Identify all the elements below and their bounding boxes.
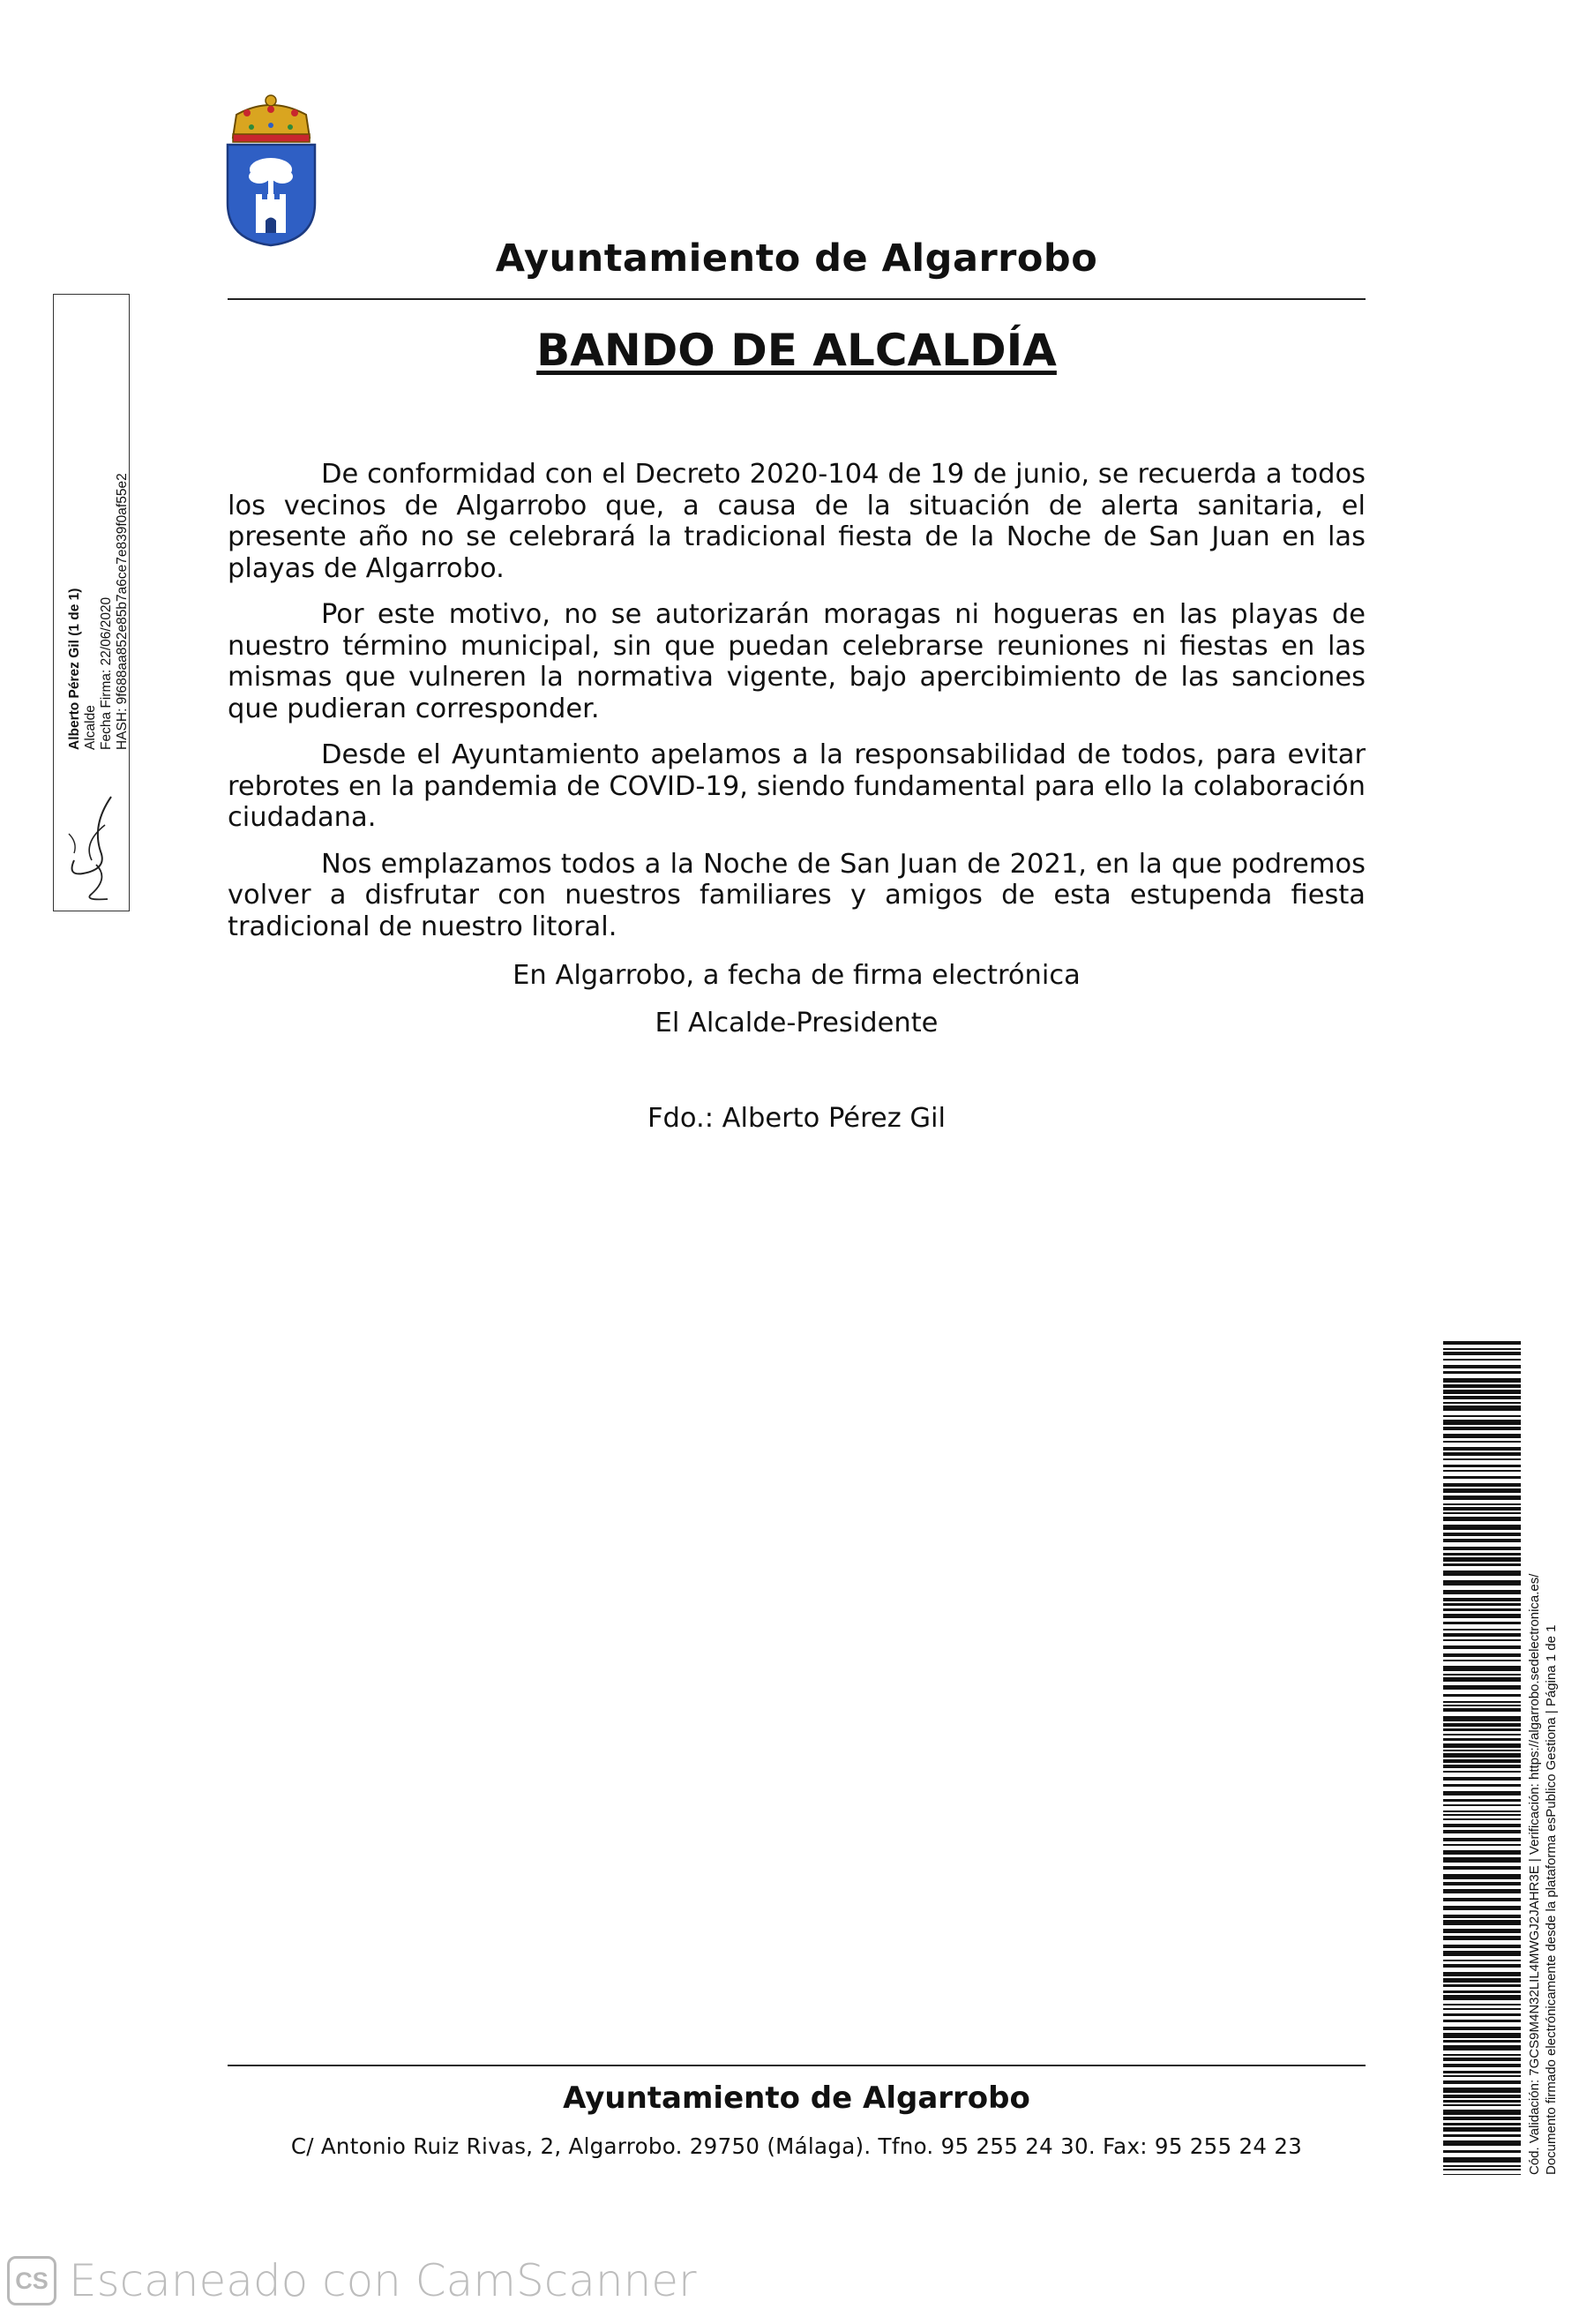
barcode-bar (1443, 1734, 1521, 1736)
barcode-bar (1443, 1525, 1521, 1530)
barcode-bar (1443, 1791, 1521, 1795)
barcode-bar (1443, 1553, 1521, 1556)
barcode-bar (1443, 1390, 1521, 1394)
barcode-bar (1443, 2140, 1521, 2146)
barcode-bar (1443, 1365, 1521, 1368)
barcode-bar (1443, 2088, 1521, 2093)
barcode-bar (1443, 1799, 1521, 1802)
barcode-bar (1443, 1818, 1521, 1820)
barcode-bar (1443, 2117, 1521, 2120)
header-divider (228, 298, 1366, 300)
barcode-bar (1443, 1978, 1521, 1983)
barcode-bar (1443, 1708, 1521, 1712)
barcode-bar (1443, 1517, 1521, 1521)
barcode-bar (1443, 1694, 1521, 1697)
barcode-bar (1443, 1874, 1521, 1879)
barcode-bar (1443, 1898, 1521, 1901)
validation-text (1526, 1381, 1560, 2175)
validation-code: Cód. Validación: 7GCS9M4N32LIL4MWGJ2JAHR3E | Verificación: https://algarrobo.sedelectronica.es/ (1527, 1573, 1542, 2175)
barcode-bar (1443, 1920, 1521, 1925)
crown-icon (233, 95, 310, 142)
barcode-bar (1443, 2174, 1521, 2175)
barcode-bar (1443, 1990, 1521, 1993)
barcode-bar (1443, 1476, 1521, 1479)
barcode-bar (1443, 2134, 1521, 2137)
barcode-bar (1443, 2004, 1521, 2005)
barcode-bar (1443, 1960, 1521, 1961)
barcode-bar (1443, 2020, 1521, 2022)
barcode-bar (1443, 1964, 1521, 1968)
barcode-bar (1443, 1889, 1521, 1893)
barcode-bar (1443, 1759, 1521, 1763)
barcode-bar (1443, 2075, 1521, 2077)
paragraph: De conformidad con el Decreto 2020-104 de 19 de junio, se recuerda a todos los vecinos de Algarrobo que, a causa de la situación de alerta sanitaria, el presente año no se celebrará la tradicional fiesta de la Noche de San Juan en las playas de Algarrobo. (228, 459, 1366, 584)
barcode-bar (1443, 1743, 1521, 1748)
barcode-bar (1443, 1995, 1521, 2000)
handwritten-signature-icon (56, 790, 127, 904)
barcode-bar (1443, 1622, 1521, 1624)
barcode-bar (1443, 1352, 1521, 1355)
barcode-bar (1443, 1503, 1521, 1505)
barcode-bar (1443, 1447, 1521, 1451)
barcode-bar (1443, 1753, 1521, 1758)
barcode-bar (1443, 2013, 1521, 2016)
footer-address: C/ Antonio Ruiz Rivas, 2, Algarrobo. 29750 (Málaga). Tfno. 95 255 24 30. Fax: 95 255 24 23 (290, 2133, 1303, 2159)
barcode-bar (1443, 1571, 1521, 1576)
barcode-bar (1443, 1701, 1521, 1703)
barcode-bar (1443, 2165, 1521, 2167)
barcode-bar (1443, 2123, 1521, 2125)
barcode-bar (1443, 1666, 1521, 1671)
barcode-bar (1443, 1533, 1521, 1536)
watermark-text: Escaneado con CamScanner (69, 2255, 697, 2306)
barcode-bar (1443, 1804, 1521, 1806)
barcode-bar (1443, 1653, 1521, 1657)
barcode-bar (1443, 1608, 1521, 1611)
barcode-bar (1443, 1614, 1521, 1618)
barcode-bar (1443, 1777, 1521, 1780)
barcode-bar (1443, 2100, 1521, 2103)
barcode-bar (1443, 1507, 1521, 1511)
paragraph: Por este motivo, no se autorizarán moragas ni hogueras en las playas de nuestro término municipal, sin que puedan celebrarse reuniones ni fiestas en las mismas que vulneren la normativa vigente, bajo apercibimiento de las sanciones que pudieran corresponder. (228, 599, 1366, 724)
barcode-bar (1443, 1844, 1521, 1846)
barcode-bar (1443, 2095, 1521, 2098)
barcode-bar (1443, 1371, 1521, 1374)
barcode-bar (1443, 1728, 1521, 1731)
barcode-bar (1443, 1359, 1521, 1361)
barcode-bar (1443, 1810, 1521, 1812)
barcode-bar (1443, 1646, 1521, 1649)
barcode-bar (1443, 2157, 1521, 2163)
barcode-bar (1443, 1660, 1521, 1661)
barcode-bar (1443, 2127, 1521, 2132)
barcode-bar (1443, 1434, 1521, 1438)
barcode-bar (1443, 1348, 1521, 1350)
closing-role: El Alcalde-Presidente (655, 1008, 939, 1038)
barcode-bar (1443, 1547, 1521, 1550)
barcode-bar (1443, 1452, 1521, 1456)
barcode-bar (1443, 1441, 1521, 1443)
paragraph: Desde el Ayuntamiento apelamos a la responsabilidad de todos, para evitar rebrotes en la pandemia de COVID-19, siendo fundamental para ello la colaboración ciudadana. (228, 739, 1366, 833)
signature-stamp-text (67, 221, 131, 750)
barcode-bar (1443, 1929, 1521, 1933)
barcode-bar (1443, 1590, 1521, 1594)
coat-of-arms-logo (221, 88, 322, 247)
barcode-bar (1443, 1557, 1521, 1562)
barcode-bar (1443, 1771, 1521, 1773)
barcode-bar (1443, 1563, 1521, 1566)
barcode-bar (1443, 1512, 1521, 1514)
barcode-bar (1443, 2071, 1521, 2073)
barcode-bar (1443, 1838, 1521, 1841)
barcode-bar (1443, 1677, 1521, 1682)
barcode-bar (1443, 1951, 1521, 1956)
signer-name: Alberto Pérez Gil (1 de 1) (67, 588, 82, 750)
barcode-bar (1443, 1750, 1521, 1751)
barcode-bar (1443, 2045, 1521, 2050)
barcode-bar (1443, 2027, 1521, 2030)
camscanner-watermark (7, 2252, 697, 2310)
barcode-bar (1443, 1598, 1521, 1601)
barcode-bar (1443, 1488, 1521, 1493)
barcode-bar (1443, 2150, 1521, 2153)
barcode-bar (1443, 1458, 1521, 1460)
barcode-bar (1443, 1814, 1521, 1816)
barcode-bar (1443, 1738, 1521, 1741)
barcode-bar (1443, 1629, 1521, 1631)
barcode-bar (1443, 1850, 1521, 1855)
footer-divider (228, 2065, 1366, 2066)
barcode-bar (1443, 1685, 1521, 1690)
document-title: BANDO DE ALCALDÍA (536, 325, 1057, 376)
closing-place-date: En Algarrobo, a fecha de firma electrónica (513, 960, 1081, 991)
barcode-bar (1443, 1402, 1521, 1404)
validation-barcode (1443, 1341, 1521, 2175)
barcode-bar (1443, 1633, 1521, 1637)
barcode-bar (1443, 1603, 1521, 1606)
barcode-bar (1443, 1716, 1521, 1721)
signature-hash: HASH: 9f688aa852e85b7a6ce7e839f0af55e2 (115, 473, 130, 750)
barcode-bar (1443, 1824, 1521, 1827)
barcode-bar (1443, 1936, 1521, 1940)
camscanner-logo-icon: CS (7, 2256, 56, 2305)
validation-platform: Documento firmado electrónicamente desde la plataforma esPublico Gestiona | Página 1 de 1 (1544, 1624, 1559, 2175)
barcode-bar (1443, 1639, 1521, 1641)
header-title: Ayuntamiento de Algarrobo (495, 236, 1098, 281)
barcode-bar (1443, 1384, 1521, 1388)
barcode-bar (1443, 1945, 1521, 1948)
barcode-bar (1443, 1580, 1521, 1586)
barcode-bar (1443, 2008, 1521, 2010)
barcode-bar (1443, 1765, 1521, 1768)
barcode-bar (1443, 1915, 1521, 1918)
barcode-bar (1443, 1420, 1521, 1425)
barcode-bar (1443, 1705, 1521, 1706)
barcode-bar (1443, 2104, 1521, 2106)
signed-by: Fdo.: Alberto Pérez Gil (647, 1103, 946, 1134)
signature-date: Fecha Firma: 22/06/2020 (99, 596, 114, 750)
barcode-bar (1443, 1427, 1521, 1430)
barcode-bar (1443, 2058, 1521, 2061)
barcode-bar (1443, 1465, 1521, 1467)
barcode-bar (1443, 2033, 1521, 2038)
barcode-bar (1443, 1674, 1521, 1676)
barcode-bar (1443, 1341, 1521, 1345)
barcode-bar (1443, 1882, 1521, 1885)
barcode-bar (1443, 2169, 1521, 2170)
barcode-bar (1443, 1470, 1521, 1472)
paragraph: Nos emplazamos todos a la Noche de San Juan de 2021, en la que podremos volver a disfrutar con nuestros familiares y amigos de esta estupenda fiesta tradicional de nuestro litoral. (228, 848, 1366, 942)
document-body (228, 459, 1366, 957)
barcode-bar (1443, 2054, 1521, 2056)
barcode-bar (1443, 1723, 1521, 1727)
barcode-bar (1443, 2064, 1521, 2067)
barcode-bar (1443, 1784, 1521, 1787)
barcode-bar (1443, 2110, 1521, 2115)
barcode-bar (1443, 1496, 1521, 1500)
barcode-bar (1443, 1857, 1521, 1863)
shield-icon (228, 145, 315, 245)
barcode-bar (1443, 1984, 1521, 1987)
footer-name: Ayuntamiento de Algarrobo (563, 2080, 1030, 2116)
barcode-bar (1443, 1406, 1521, 1411)
signer-role: Alcalde (83, 705, 98, 750)
barcode-bar (1443, 1906, 1521, 1910)
barcode-bar (1443, 1378, 1521, 1383)
barcode-bar (1443, 2080, 1521, 2084)
barcode-bar (1443, 1866, 1521, 1870)
barcode-bar (1443, 1415, 1521, 1417)
barcode-bar (1443, 1539, 1521, 1542)
barcode-bar (1443, 1830, 1521, 1833)
barcode-bar (1443, 1972, 1521, 1976)
barcode-bar (1443, 2040, 1521, 2043)
barcode-bar (1443, 1483, 1521, 1487)
barcode-bar (1443, 1396, 1521, 1399)
